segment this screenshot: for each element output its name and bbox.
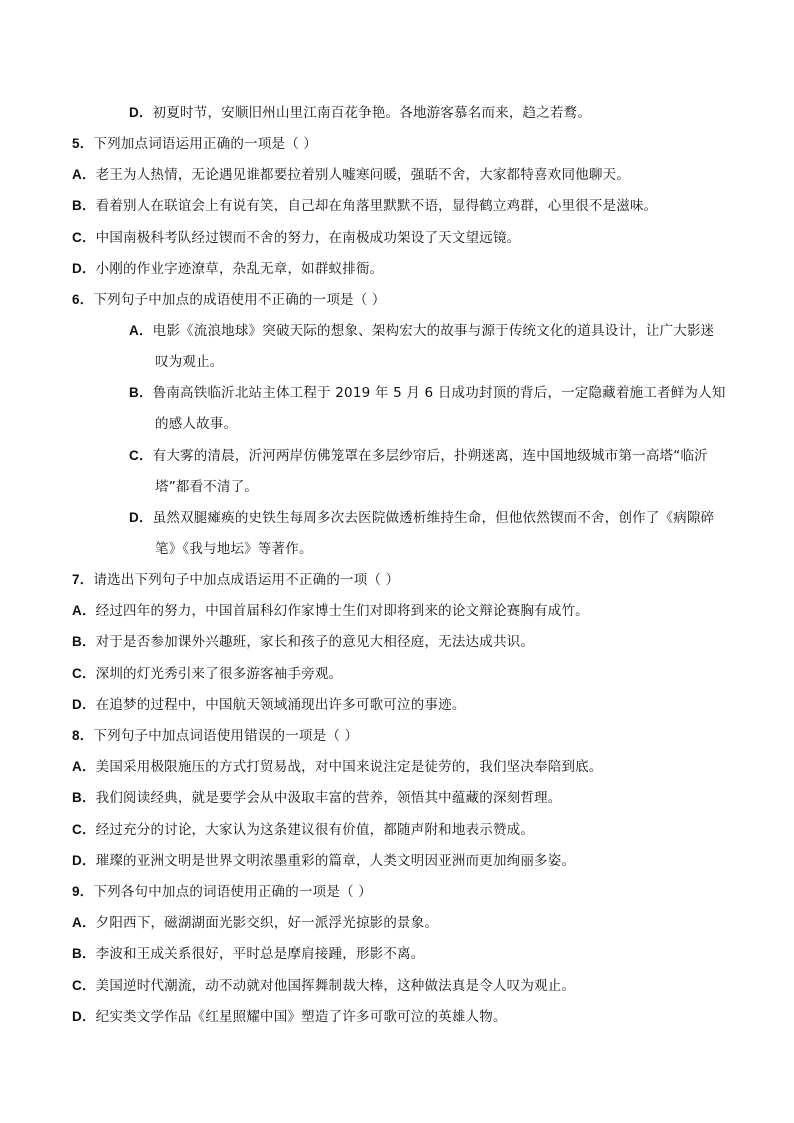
item-text: 美国逆时代潮流，动不动就对他国挥舞制裁大棒，这种做法真是令人叹为观止。 [95, 978, 576, 994]
item-text: 初夏时节，安顺旧州山里江南百花争艳。各地游客慕名而来，趋之若鹜。 [152, 105, 592, 121]
option-c [72, 228, 520, 248]
item-text: 有大雾的清晨，沂河两岸仿佛笼罩在多层纱帘后，扑朔迷离，连中国地级城市第一高塔“临沂 [152, 448, 708, 464]
item-label: D． [72, 853, 96, 868]
option-d [129, 103, 591, 123]
item-label: A． [129, 323, 153, 338]
item-text: 我们阅读经典，就是要学会从中汲取丰富的营养，领悟其中蕴藏的深刻哲理。 [95, 790, 562, 806]
option-b [129, 383, 726, 403]
option-a [72, 913, 438, 933]
option-a [72, 165, 630, 185]
item-text: 看着别人在联谊会上有说有笑，自己却在角落里默默不语，显得鹤立鸡群，心里很不是滋味。 [95, 198, 658, 214]
option-continuation [155, 352, 224, 372]
item-label: D． [129, 510, 153, 525]
item-text: 夕阳西下，磁湖湖面光影交织，好一派浮光掠影的景象。 [95, 915, 439, 931]
item-text: 对于是否参加课外兴趣班，家长和孩子的意见大相径庭，无法达成共识。 [95, 634, 535, 650]
item-text: 纪实类文学作品《红星照耀中国》塑造了许多可歌可泣的英雄人物。 [95, 1009, 507, 1025]
item-label: 7． [72, 572, 94, 587]
item-text: 下列句子中加点词语使用错误的一项是（ ） [93, 728, 359, 744]
item-text: 电影《流浪地球》突破天际的想象、架构宏大的故事与源于传统文化的道具设计，让广大影迷 [152, 323, 715, 339]
item-label: 8． [72, 728, 94, 743]
option-b [72, 632, 534, 652]
question-6 [72, 290, 386, 310]
item-text: 经过充分的讨论，大家认为这条建议很有价值，都随声附和地表示赞成。 [95, 822, 535, 838]
item-text: 李波和王成关系很好，平时总是摩肩接踵，形影不离。 [95, 946, 425, 962]
item-label: D． [72, 1009, 96, 1024]
item-label: 5． [72, 136, 94, 151]
item-label: C． [72, 230, 96, 245]
item-text: 叹为观止。 [155, 354, 224, 370]
item-text: 中国南极科考队经过锲而不舍的努力，在南极成功架设了天文望远镜。 [95, 230, 521, 246]
item-label: B． [72, 790, 96, 805]
item-text: 的感人故事。 [155, 416, 238, 432]
item-label: D． [129, 105, 153, 120]
item-text: 深圳的灯光秀引来了很多游客袖手旁观。 [95, 666, 343, 682]
item-label: C． [72, 978, 96, 993]
item-label: C． [72, 822, 96, 837]
item-label: A． [72, 603, 96, 618]
option-continuation [155, 414, 237, 434]
item-text: 请选出下列句子中加点成语运用不正确的一项（ ） [93, 572, 400, 588]
item-label: 9． [72, 884, 94, 899]
item-text: 小刚的作业字迹潦草，杂乱无章，如群蚁排衙。 [95, 261, 384, 277]
item-text: 下列加点词语运用正确的一项是（ ） [93, 136, 318, 152]
item-label: B． [72, 198, 96, 213]
option-c [129, 446, 708, 466]
item-label: D． [72, 261, 96, 276]
option-a [72, 601, 589, 621]
option-d [72, 851, 575, 871]
item-label: B． [129, 385, 153, 400]
option-continuation [155, 477, 258, 497]
item-text: 下列句子中加点的成语使用不正确的一项是（ ） [93, 292, 386, 308]
option-c [72, 664, 342, 684]
item-text: 下列各句中加点的词语使用正确的一项是（ ） [93, 884, 372, 900]
item-label: A． [72, 167, 96, 182]
item-label: A． [72, 759, 96, 774]
item-text: 笔》《我与地坛》等著作。 [155, 541, 313, 557]
item-label: A． [72, 915, 96, 930]
question-9 [72, 882, 372, 902]
question-5 [72, 134, 317, 154]
option-c [72, 820, 534, 840]
option-d [72, 695, 466, 715]
option-b [72, 196, 657, 216]
item-text: 鲁南高铁临沂北站主体工程于 2019 年 5 月 6 日成功封顶的背后，一定隐藏着施工者鲜为人知 [152, 385, 726, 401]
item-label: B． [72, 634, 96, 649]
item-label: D． [72, 697, 96, 712]
item-label: C． [72, 666, 96, 681]
option-a [72, 757, 603, 777]
option-d [72, 1007, 507, 1027]
item-text: 老王为人热情，无论遇见谁都要拉着别人嘘寒问暖，强聒不舍，大家都特喜欢同他聊天。 [95, 167, 630, 183]
option-b [72, 788, 561, 808]
item-text: 塔”都看不清了。 [155, 479, 259, 495]
option-continuation [155, 539, 313, 559]
option-d [72, 259, 383, 279]
item-label: B． [72, 946, 96, 961]
option-d [129, 508, 714, 528]
item-label: C． [129, 448, 153, 463]
item-text: 虽然双腿瘫痪的史铁生每周多次去医院做透析维持生命，但他依然锲而不舍，创作了《病隙碎 [152, 510, 715, 526]
option-c [72, 976, 575, 996]
option-a [129, 321, 714, 341]
item-text: 经过四年的努力，中国首届科幻作家博士生们对即将到来的论文辩论赛胸有成竹。 [95, 603, 589, 619]
question-8 [72, 726, 358, 746]
item-text: 璀璨的亚洲文明是世界文明浓墨重彩的篇章，人类文明因亚洲而更加绚丽多姿。 [95, 853, 576, 869]
item-label: 6． [72, 292, 94, 307]
item-text: 在追梦的过程中，中国航天领域涌现出许多可歌可泣的事迹。 [95, 697, 466, 713]
question-7 [72, 570, 399, 590]
item-text: 美国采用极限施压的方式打贸易战，对中国来说注定是徒劳的，我们坚决奉陪到底。 [95, 759, 603, 775]
option-b [72, 944, 424, 964]
